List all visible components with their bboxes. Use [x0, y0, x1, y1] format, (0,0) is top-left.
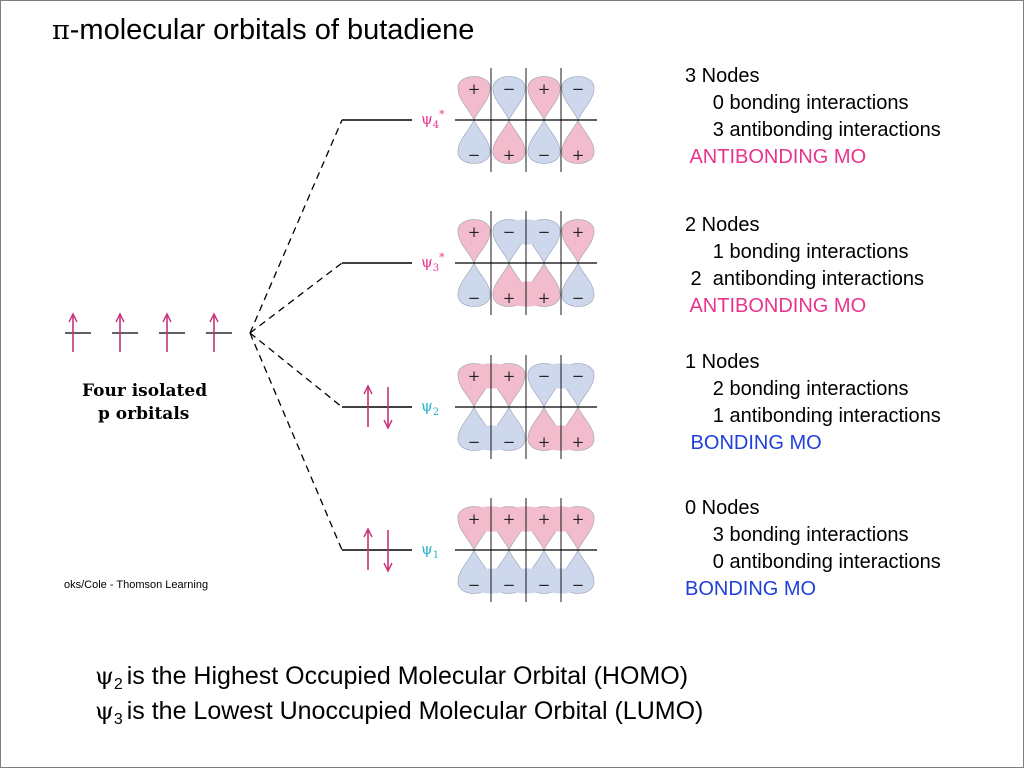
- orbital-sign: +: [537, 510, 551, 528]
- lumo-text: is the Lowest Unoccupied Molecular Orbital (LUMO): [126, 697, 704, 725]
- psi-symbol: ψ: [95, 662, 114, 690]
- bonding-count: 0 bonding interactions: [685, 92, 909, 114]
- orbital-sign: −: [467, 289, 481, 307]
- orbital-sign: +: [467, 223, 481, 241]
- orbital-sign: −: [502, 80, 516, 98]
- correlation-dashed-line: [250, 333, 342, 550]
- orbital-sign: +: [537, 80, 551, 98]
- orbital-sign: +: [502, 289, 516, 307]
- orbital-sign: +: [571, 433, 585, 451]
- info-block: [685, 63, 941, 171]
- isolated-label-line1: Four isolated: [82, 381, 208, 401]
- orbital-sign: +: [467, 510, 481, 528]
- orbital-sign: −: [571, 367, 585, 385]
- mo-label-sub: 4: [432, 120, 440, 131]
- homo-line: [95, 662, 688, 694]
- isolated-label-line2: p orbitals: [98, 404, 190, 424]
- nodes-count: 2 Nodes: [685, 214, 760, 236]
- mo-label-sup: *: [439, 251, 445, 264]
- orbital-sign: −: [571, 576, 585, 594]
- correlation-dashed-line: [250, 120, 342, 333]
- mo-label: $\psi_4^*$: [421, 108, 445, 131]
- orbital-sign: −: [537, 146, 551, 164]
- info-block: [685, 212, 924, 320]
- orbital-sign: +: [502, 146, 516, 164]
- mo-type: ANTIBONDING MO: [685, 295, 867, 317]
- orbital-lobes: [455, 68, 597, 602]
- mo-label: $\psi_3^*$: [421, 251, 445, 274]
- mo-label-sub: 2: [432, 407, 440, 418]
- orbital-sign: +: [571, 223, 585, 241]
- orbital-sign: −: [467, 576, 481, 594]
- antibonding-count: 1 antibonding interactions: [685, 405, 941, 427]
- mo-label-sub: 1: [432, 550, 440, 561]
- correlation-lines: [250, 120, 342, 550]
- mo-label: $\psi_2$: [421, 397, 440, 418]
- bonding-count: 2 bonding interactions: [685, 378, 909, 400]
- lumo-line: [95, 697, 703, 729]
- title-text: -molecular orbitals of butadiene: [69, 14, 475, 46]
- mo-type: BONDING MO: [685, 578, 817, 600]
- orbital-sign: +: [502, 367, 516, 385]
- orbital-sign: +: [467, 367, 481, 385]
- antibonding-count: 3 antibonding interactions: [685, 119, 941, 141]
- psi-symbol: ψ: [95, 697, 114, 725]
- orbital-sign: −: [502, 576, 516, 594]
- antibonding-count: 0 antibonding interactions: [685, 551, 941, 573]
- orbital-sign: −: [571, 289, 585, 307]
- orbital-sign: +: [467, 80, 481, 98]
- antibonding-count: 2 antibonding interactions: [685, 268, 925, 290]
- orbital-sign: −: [537, 576, 551, 594]
- info-block: [685, 495, 941, 603]
- orbital-sign: −: [467, 433, 481, 451]
- orbital-sign: −: [502, 223, 516, 241]
- orbital-sign: +: [571, 146, 585, 164]
- orbital-sign: −: [571, 80, 585, 98]
- mo-type: BONDING MO: [685, 432, 822, 454]
- mo-label-sup: *: [439, 108, 445, 121]
- info-block: [685, 349, 941, 457]
- orbital-sign: +: [571, 510, 585, 528]
- orbital-sign: −: [467, 146, 481, 164]
- correlation-dashed-line: [250, 333, 342, 407]
- psi-subscript: 3: [113, 711, 123, 728]
- nodes-count: 0 Nodes: [685, 497, 760, 519]
- mo-label-sub: 3: [432, 263, 440, 274]
- mo-label: $\psi_1$: [421, 540, 440, 561]
- orbital-sign: −: [502, 433, 516, 451]
- orbital-sign: −: [537, 223, 551, 241]
- pi-symbol: π: [52, 15, 70, 46]
- bonding-count: 3 bonding interactions: [685, 524, 909, 546]
- isolated-orbitals: [65, 314, 232, 352]
- bonding-count: 1 bonding interactions: [685, 241, 909, 263]
- psi-subscript: 2: [113, 676, 123, 693]
- nodes-count: 1 Nodes: [685, 351, 760, 373]
- nodes-count: 3 Nodes: [685, 65, 760, 87]
- orbital-sign: +: [537, 289, 551, 307]
- image-credit: oks/Cole - Thomson Learning: [64, 579, 209, 591]
- orbital-sign: +: [502, 510, 516, 528]
- orbital-sign: −: [537, 367, 551, 385]
- orbital-sign: +: [537, 433, 551, 451]
- homo-text: is the Highest Occupied Molecular Orbital (HOMO): [126, 662, 689, 690]
- mo-type: ANTIBONDING MO: [685, 146, 867, 168]
- correlation-dashed-line: [250, 263, 342, 333]
- energy-levels: [342, 108, 445, 571]
